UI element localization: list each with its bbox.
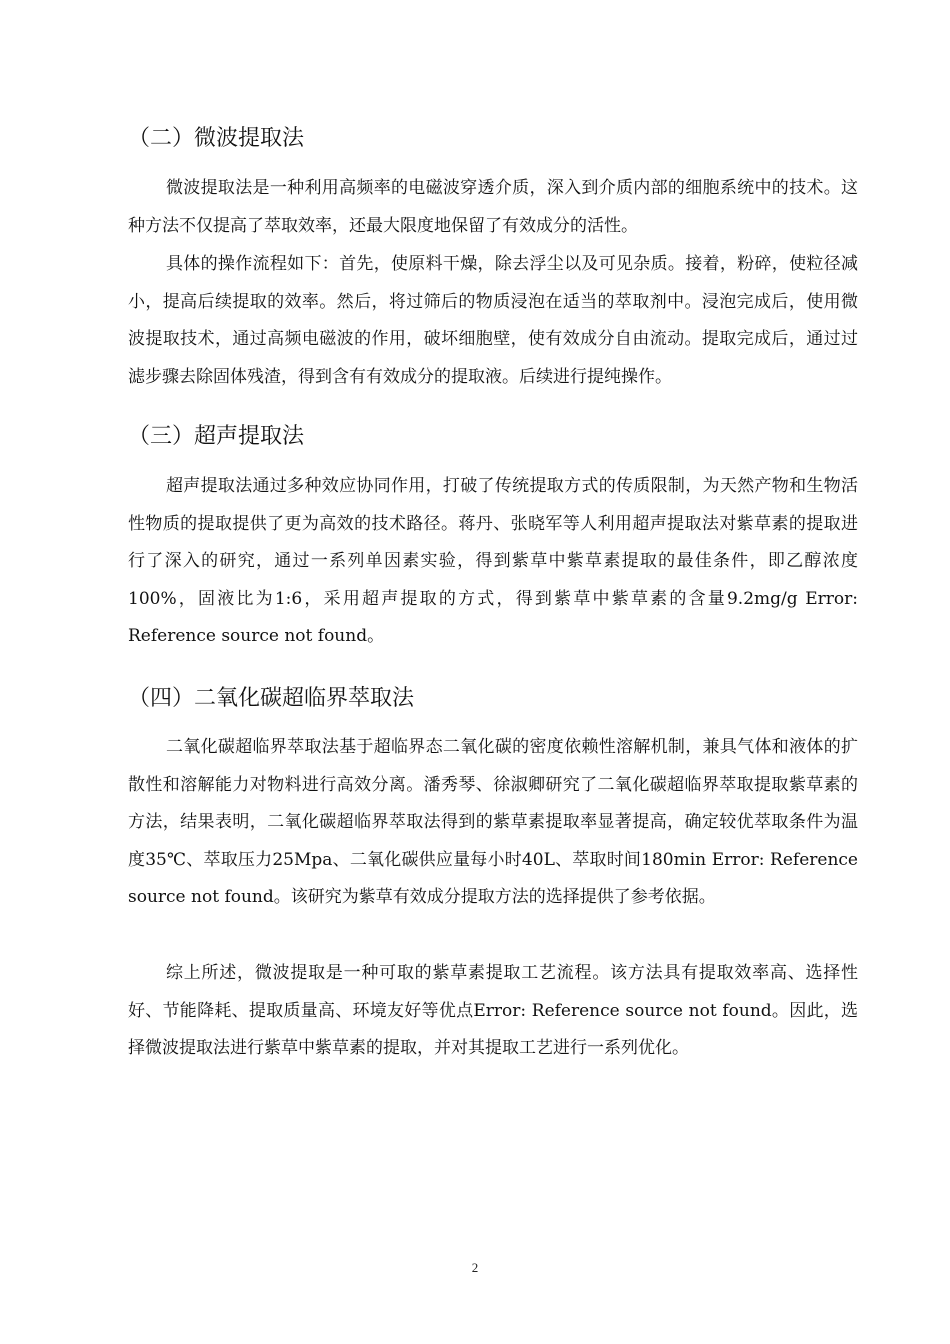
paragraph-microwave-procedure: 具体的操作流程如下：首先，使原料干燥，除去浮尘以及可见杂质。接着，粉碎，使粒径减小，提高后续提取的效率。然后，将过筛后的物质浸泡在适当的萃取剂中。浸泡完成后，使用微波提取技术，通过高频电磁波的作用，破坏细胞壁，使有效成分自由流动。提取完成后，通过过滤步骤去除固体残渣，得到含有有效成分的提取液。后续进行提纯操作。 [128,254,858,387]
paragraph-supercritical-co2: 二氧化碳超临界萃取法基于超临界态二氧化碳的密度依赖性溶解机制，兼具气体和液体的扩散性和溶解能力对物料进行高效分离。潘秀琴、徐淑卿研究了二氧化碳超临界萃取提取紫草素的方法，结果表明，二氧化碳超临界萃取法得到的紫草素提取率显著提高，确定较优萃取条件为温度35℃、萃取压力25Mpa、二氧化碳供应量每小时40L、萃取时间180min Error: Reference source not found。该研究为紫草有效成分提取方法的选择提供了参考依据。 [128,737,858,907]
page-number: 2 [471,1260,479,1275]
paragraph-microwave-intro: 微波提取法是一种利用高频率的电磁波穿透介质，深入到介质内部的细胞系统中的技术。这种方法不仅提高了萃取效率，还最大限度地保留了有效成分的活性。 [128,178,858,236]
paragraph-summary: 综上所述，微波提取是一种可取的紫草素提取工艺流程。该方法具有提取效率高、选择性好、节能降耗、提取质量高、环境友好等优点Error: Reference source not found。因此，选择微波提取法进行紫草中紫草素的提取，并对其提取工艺进行一系列优化。 [128,963,858,1058]
paragraph-ultrasonic: 超声提取法通过多种效应协同作用，打破了传统提取方式的传质限制，为天然产物和生物活性物质的提取提供了更为高效的技术路径。蒋丹、张晓军等人利用超声提取法对紫草素的提取进行了深入的研究，通过一系列单因素实验，得到紫草中紫草素提取的最佳条件，即乙醇浓度100%，固液比为1:6，采用超声提取的方式，得到紫草中紫草素的含量9.2mg/g Error: Reference source not found。 [128,476,858,646]
section-heading-supercritical-co2: （四）二氧化碳超临界萃取法 [128,686,415,711]
section-heading-ultrasonic: （三）超声提取法 [128,424,305,449]
section-heading-microwave: （二）微波提取法 [128,126,305,151]
